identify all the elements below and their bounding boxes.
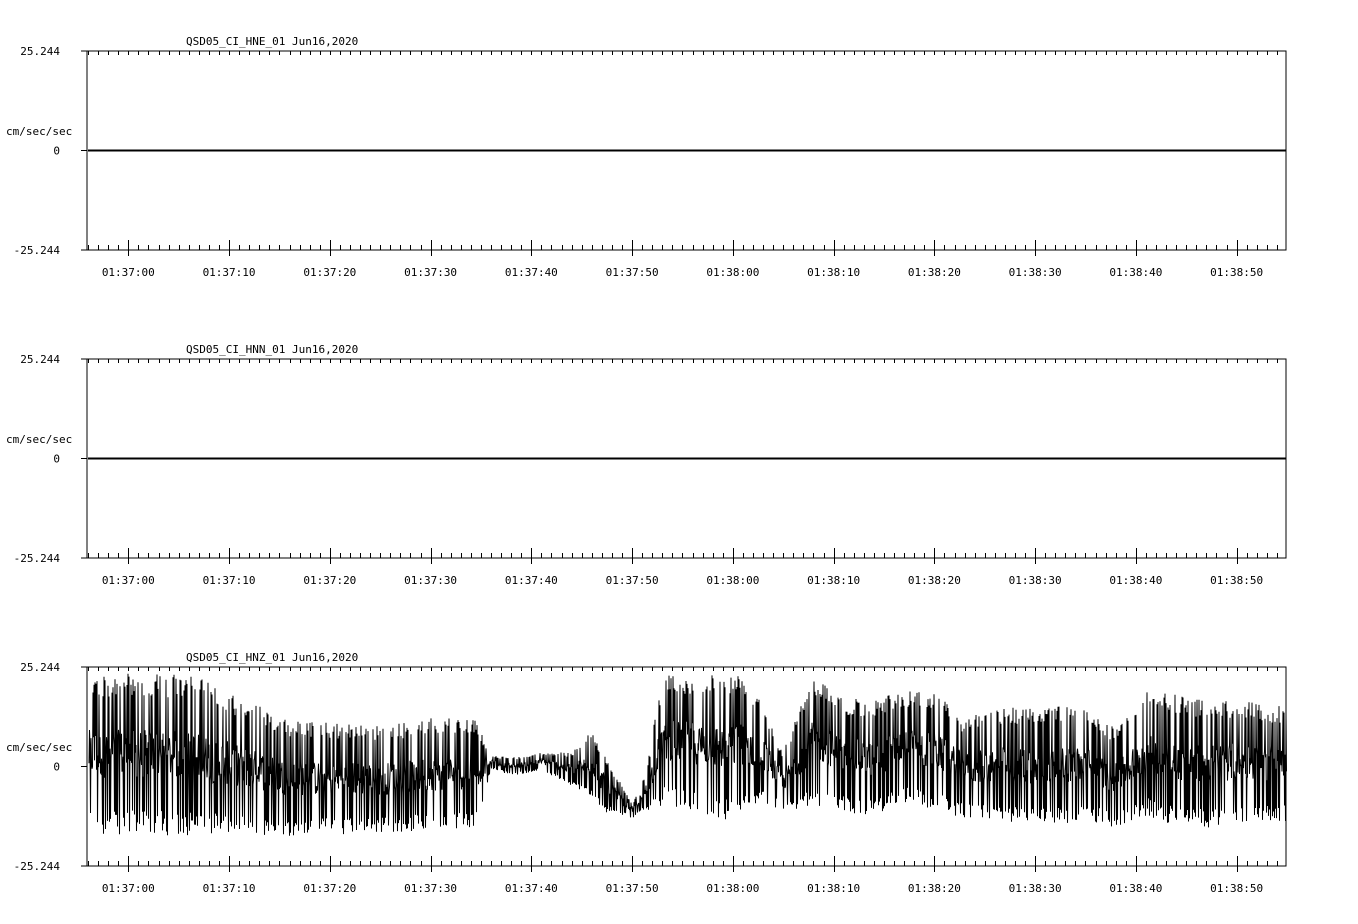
x-tick-label: 01:38:10 xyxy=(807,574,861,587)
x-tick-label: 01:37:40 xyxy=(504,266,558,279)
x-tick-label: 01:38:40 xyxy=(1109,882,1163,895)
x-tick-label: 01:38:50 xyxy=(1210,882,1264,895)
x-tick-label: 01:37:00 xyxy=(101,882,155,895)
y-tick-label: 0 xyxy=(53,144,60,158)
channel-panel-hnn xyxy=(6,343,1286,587)
panel-title: QSD05_CI_HNN_01 Jun16,2020 xyxy=(186,343,359,356)
x-tick-label: 01:38:30 xyxy=(1008,266,1062,279)
panel-title: QSD05_CI_HNE_01 Jun16,2020 xyxy=(186,35,359,48)
x-tick-label: 01:37:50 xyxy=(605,882,659,895)
y-tick-label: 0 xyxy=(53,452,60,466)
x-tick-label: 01:38:40 xyxy=(1109,574,1163,587)
x-tick-label: 01:37:40 xyxy=(504,882,558,895)
x-tick-label: 01:37:10 xyxy=(202,266,256,279)
x-tick-label: 01:37:10 xyxy=(202,574,256,587)
x-tick-label: 01:38:00 xyxy=(706,266,760,279)
x-tick-label: 01:38:30 xyxy=(1008,882,1062,895)
x-tick-label: 01:37:00 xyxy=(101,574,155,587)
x-tick-label: 01:37:20 xyxy=(303,882,357,895)
x-tick-label: 01:37:30 xyxy=(404,266,458,279)
x-tick-label: 01:37:10 xyxy=(202,882,256,895)
x-tick-label: 01:38:20 xyxy=(907,574,961,587)
x-tick-label: 01:38:00 xyxy=(706,574,760,587)
x-tick-label: 01:37:50 xyxy=(605,266,659,279)
x-tick-label: 01:37:20 xyxy=(303,266,357,279)
y-tick-label: 25.244 xyxy=(20,45,60,58)
y-tick-label: 25.244 xyxy=(20,353,60,366)
panel-title: QSD05_CI_HNZ_01 Jun16,2020 xyxy=(186,651,359,664)
x-tick-label: 01:38:50 xyxy=(1210,574,1264,587)
x-tick-label: 01:38:10 xyxy=(807,266,861,279)
y-axis-label: cm/sec/sec xyxy=(6,741,73,754)
x-tick-label: 01:38:20 xyxy=(907,882,961,895)
channel-panel-hnz xyxy=(6,651,1287,895)
channel-panel-hne xyxy=(6,35,1286,279)
x-tick-label: 01:37:30 xyxy=(404,882,458,895)
x-tick-label: 01:37:30 xyxy=(404,574,458,587)
y-tick-label: -25.244 xyxy=(13,552,60,565)
x-tick-label: 01:38:20 xyxy=(907,266,961,279)
y-tick-label: -25.244 xyxy=(13,860,60,873)
x-tick-label: 01:38:10 xyxy=(807,882,861,895)
y-tick-label: 25.244 xyxy=(20,661,60,674)
y-axis-label: cm/sec/sec xyxy=(6,433,73,446)
x-tick-label: 01:37:00 xyxy=(101,266,155,279)
x-tick-label: 01:38:00 xyxy=(706,882,760,895)
y-axis-label: cm/sec/sec xyxy=(6,125,73,138)
x-tick-label: 01:38:40 xyxy=(1109,266,1163,279)
series-line xyxy=(89,674,1287,836)
x-tick-label: 01:37:20 xyxy=(303,574,357,587)
x-tick-label: 01:37:50 xyxy=(605,574,659,587)
y-tick-label: 0 xyxy=(53,760,60,774)
x-tick-label: 01:37:40 xyxy=(504,574,558,587)
x-tick-label: 01:38:50 xyxy=(1210,266,1264,279)
y-tick-label: -25.244 xyxy=(13,244,60,257)
x-tick-label: 01:38:30 xyxy=(1008,574,1062,587)
